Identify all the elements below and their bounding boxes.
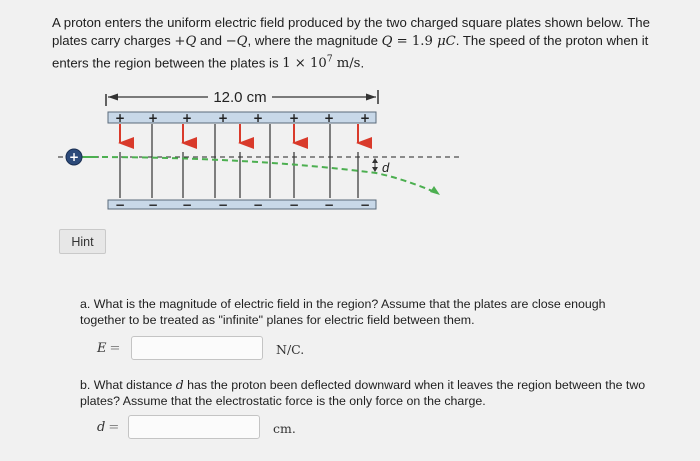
answer-a-unit: N/C. [276, 342, 305, 357]
charge-value: = 1.9 [392, 34, 438, 49]
problem-text: A proton enters the uniform electric field produced by the two charged square plates shown below. The plates carry charges [52, 15, 650, 48]
problem-text: . [360, 55, 365, 71]
length-label: 12.0 cm [213, 89, 267, 106]
svg-text:−: − [359, 198, 371, 212]
problem-statement [52, 14, 682, 73]
svg-text:−: − [147, 198, 159, 212]
svg-text:−: − [252, 198, 264, 212]
svg-text:+: + [359, 111, 371, 125]
plus-q-symbol: +Q [174, 34, 197, 49]
svg-text:+: + [181, 111, 193, 125]
hint-button[interactable]: Hint [59, 229, 106, 254]
capacitor-figure [40, 80, 490, 220]
field-arrows [120, 124, 358, 143]
mu-symbol: μ [437, 34, 446, 49]
question-a: a. What is the magnitude of electric field in the region? Assume that the plates are close enough together to be treated as "infinite" planes for electric field between them. [80, 297, 606, 327]
svg-text:+: + [147, 111, 159, 125]
svg-text:+: + [114, 111, 126, 125]
proton-charge-sign: + [68, 150, 80, 164]
deflection-distance-input[interactable] [128, 415, 260, 439]
electric-field-input[interactable] [131, 336, 263, 360]
answer-b-unit: cm. [273, 421, 296, 436]
svg-text:−: − [181, 198, 193, 212]
question-b-text: has the proton been deflected downward when it leaves the region between the two plates? Assume that the electrostatic force is the only force on the charge. [80, 378, 646, 408]
dimension-arrow-left [108, 94, 118, 101]
dimension-arrow-right [366, 94, 376, 101]
d-variable: d [175, 377, 184, 392]
problem-text: . The speed of the proton when it enters the region between the plates is [52, 33, 649, 71]
svg-text:+: + [252, 111, 264, 125]
answer-b-label: d = [97, 420, 120, 435]
d-label: d [382, 160, 390, 175]
question-a-text: What is the magnitude of electric field in the region? Assume that the plates are close enough together to be treated as "infinite" planes for electric field between them. [80, 297, 606, 327]
question-b: b. What distance d has the proton been deflected downward when it leaves the region between the two plates? Assume that the electrostatic force is the only force on the charge. [80, 377, 646, 408]
capacitor-diagram [40, 80, 490, 220]
trajectory-arrowhead [430, 186, 440, 195]
svg-text:−: − [323, 198, 335, 212]
answer-a-label: E = [97, 341, 121, 356]
problem-text: and [196, 33, 226, 48]
q-symbol: Q [381, 34, 393, 49]
coulomb-unit: C [445, 34, 456, 49]
svg-text:−: − [288, 198, 300, 212]
svg-text:+: + [288, 111, 300, 125]
speed-value: $1 \times 10^7$ m/s [282, 55, 361, 72]
svg-text:−: − [114, 198, 126, 212]
svg-text:−: − [217, 198, 229, 212]
svg-text:+: + [217, 111, 229, 125]
minus-q-symbol: −Q [225, 34, 248, 49]
svg-text:+: + [323, 111, 335, 125]
problem-text: , where the magnitude [247, 33, 382, 48]
